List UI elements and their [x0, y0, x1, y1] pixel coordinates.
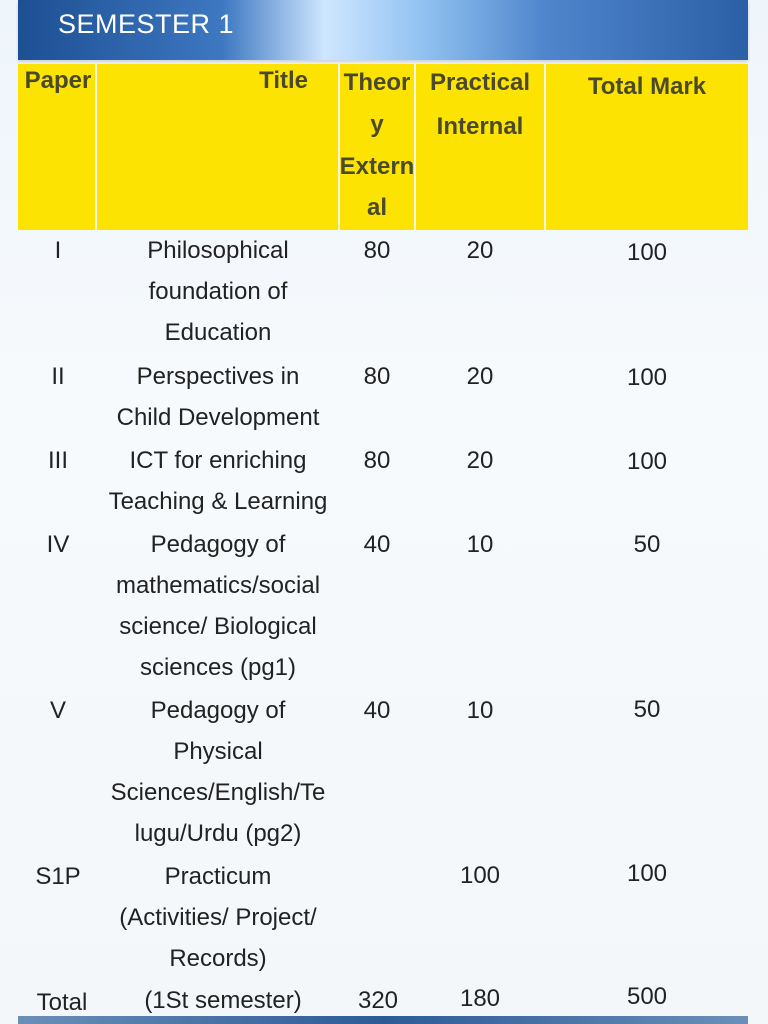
cell-theory: 320: [357, 987, 399, 1014]
cell-title-line: Teaching & Learning: [108, 488, 328, 515]
cell-paper: III: [47, 447, 68, 474]
cell-paper: II: [51, 363, 65, 390]
cell-practical: 180: [459, 985, 501, 1012]
header-theory-line: Theor: [343, 69, 411, 96]
cell-title-line: science/ Biological: [119, 613, 317, 640]
semester-banner: [18, 0, 748, 60]
cell-paper: V: [49, 697, 66, 724]
cell-title-line: ICT for enriching: [129, 447, 307, 474]
cell-practical: 100: [459, 862, 501, 889]
cell-paper: Total: [36, 989, 88, 1016]
header-theory-line: al: [366, 194, 387, 221]
header-paper: Paper: [24, 67, 92, 94]
header-theory-line: y: [370, 111, 384, 138]
cell-title-line: (Activities/ Project/: [119, 904, 317, 931]
cell-title-line: Perspectives in: [136, 363, 300, 390]
header-practical-line: Practical: [429, 69, 531, 96]
cell-total: 100: [626, 448, 668, 475]
cell-title-line: Practicum: [164, 863, 272, 890]
cell-title-line: sciences (pg1): [139, 654, 297, 681]
cell-title-line: Philosophical: [147, 237, 289, 264]
cell-title-line: (1St semester): [144, 987, 302, 1014]
cell-paper: I: [54, 237, 62, 264]
cell-total: 500: [626, 983, 668, 1010]
cell-theory: 40: [363, 697, 391, 724]
header-practical-line: Internal: [436, 113, 524, 140]
cell-practical: 10: [466, 697, 494, 724]
cell-paper: IV: [46, 531, 70, 558]
cell-title-line: Education: [164, 319, 272, 346]
cell-theory: 80: [363, 447, 391, 474]
semester-title: SEMESTER 1: [58, 9, 235, 39]
cell-title-line: foundation of: [148, 278, 288, 305]
cell-total: 50: [633, 531, 661, 558]
cell-practical: 20: [466, 363, 494, 390]
cell-theory: 40: [363, 531, 391, 558]
cell-theory: 80: [363, 237, 391, 264]
cell-title-line: Records): [169, 945, 267, 972]
cell-practical: 10: [466, 531, 494, 558]
cell-practical: 20: [466, 237, 494, 264]
cell-title-line: Sciences/English/Te: [110, 779, 326, 806]
cell-title-line: mathematics/social: [115, 572, 321, 599]
cell-title-line: Physical: [173, 738, 263, 765]
cell-total: 100: [626, 239, 668, 266]
cell-title-line: lugu/Urdu (pg2): [134, 820, 302, 847]
cell-practical: 20: [466, 447, 494, 474]
cell-total: 100: [626, 364, 668, 391]
cell-total: 100: [626, 860, 668, 887]
bottom-rule: [18, 1016, 748, 1024]
cell-title-line: Child Development: [116, 404, 320, 431]
header-title: Title: [259, 67, 308, 94]
cell-title-line: Pedagogy of: [150, 531, 286, 558]
cell-theory: 80: [363, 363, 391, 390]
cell-paper: S1P: [35, 863, 81, 890]
cell-total: 50: [633, 696, 661, 723]
header-theory-line: Extern: [339, 153, 415, 180]
header-total: Total Mark: [587, 73, 707, 100]
cell-title-line: Pedagogy of: [150, 697, 286, 724]
